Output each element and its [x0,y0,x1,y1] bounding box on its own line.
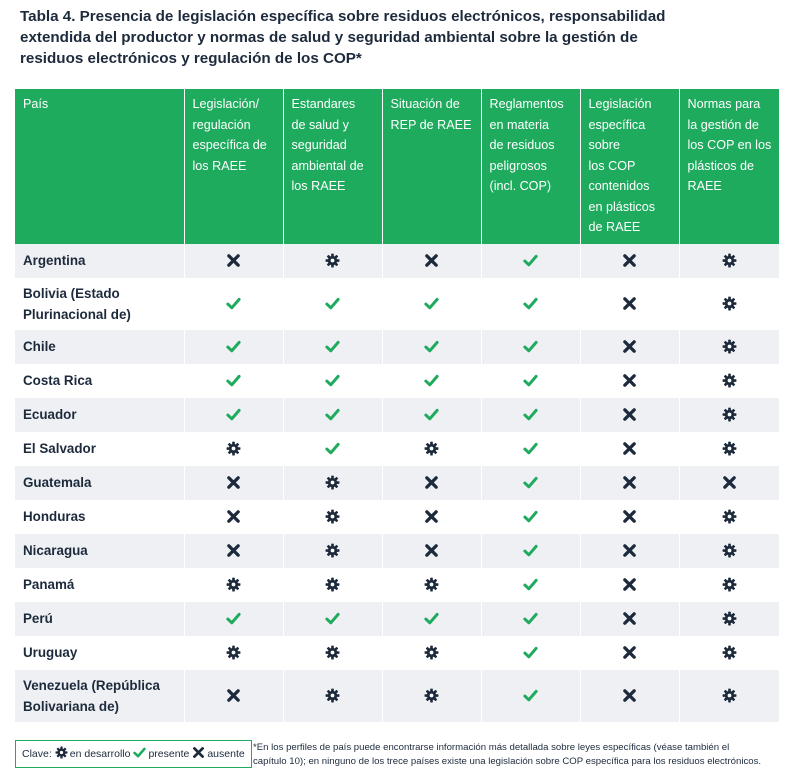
status-cell [184,568,283,602]
x-icon [622,543,637,558]
gear-icon [722,373,737,388]
status-cell [481,278,580,330]
country-name: Honduras [23,509,86,524]
footnote-line: capítulo 10); en ninguno de los trece países existe una legislación sobre COP específica para los residuos electrónicos. [253,756,762,767]
status-cell [679,244,779,278]
status-cell [481,398,580,432]
header-line: ambiental de [291,158,364,173]
country-cell [15,670,184,722]
status-cell [580,398,679,432]
header-line: RAEE [687,179,722,193]
status-cell [382,568,481,602]
gear-icon [722,645,737,660]
status-cell [184,466,283,500]
check-icon [424,296,439,311]
status-cell [580,278,679,330]
country-cell [15,466,184,500]
status-cell [283,466,382,500]
status-cell [382,398,481,432]
x-icon [622,645,637,660]
header-line: en materia [489,117,550,132]
status-cell [481,364,580,398]
country-cell [15,244,184,278]
gear-icon [424,441,439,456]
gear-icon [226,645,241,660]
table-row [15,278,779,330]
x-icon [622,296,637,311]
header-line: los COP en los [687,138,772,152]
header-line: sobre [588,138,621,152]
title-line: residuos electrónicos y regulación de los COP* [20,50,362,67]
gear-icon [325,577,340,592]
header-line: Situación de [390,97,460,111]
status-cell [580,534,679,568]
check-icon [424,611,439,626]
country-name: Argentina [23,253,86,268]
gear-icon [325,253,340,268]
title-line: extendida del productor y normas de salud y seguridad ambiental sobre la gestión de [20,29,638,46]
status-cell [481,534,580,568]
status-cell [283,568,382,602]
gear-icon [722,407,737,422]
gear-icon [424,645,439,660]
country-cell [15,500,184,534]
country-cell [15,636,184,670]
gear-icon [52,746,70,762]
table-row [15,398,779,432]
header-line: los RAEE [192,158,247,173]
check-icon [325,373,340,388]
header-line: en plásticos [588,199,656,214]
table-header [15,89,779,244]
check-icon [523,645,538,660]
gear-icon [226,577,241,592]
table-row [15,466,779,500]
gear-icon [722,509,737,524]
header-line: País [23,97,49,111]
legend-absent-label: ausente [207,748,245,760]
country-name: Uruguay [23,645,78,660]
check-icon [424,407,439,422]
table-row [15,534,779,568]
status-cell [679,636,779,670]
status-cell [580,330,679,364]
check-icon [226,339,241,354]
status-cell [679,278,779,330]
status-cell [679,500,779,534]
status-cell [382,466,481,500]
x-icon [226,688,241,703]
header-pais [15,89,184,244]
table-row [15,364,779,398]
header-line: la gestión de [687,117,759,132]
country-name: Guatemala [23,475,92,490]
status-cell [283,534,382,568]
status-cell [184,534,283,568]
legislation-table [15,89,779,722]
status-cell [580,244,679,278]
table-row [15,330,779,364]
status-cell [580,364,679,398]
table-row [15,670,779,722]
x-icon [226,475,241,490]
x-icon [722,475,737,490]
table-title [20,6,666,69]
gear-icon [722,688,737,703]
gear-icon [325,688,340,703]
status-cell [481,636,580,670]
gear-icon [722,441,737,456]
country-name: Panamá [23,577,75,592]
gear-icon [226,441,241,456]
header-col-1 [184,89,283,244]
header-line: de residuos [489,138,555,152]
status-cell [184,278,283,330]
check-icon [325,407,340,422]
gear-icon [325,645,340,660]
status-cell [679,364,779,398]
status-cell [481,330,580,364]
x-icon [226,509,241,524]
country-cell [15,568,184,602]
check-icon [226,407,241,422]
status-cell [382,330,481,364]
check-icon [424,339,439,354]
x-icon [622,441,637,456]
country-cell [15,398,184,432]
header-col-2 [283,89,382,244]
check-icon [523,543,538,558]
check-icon [523,407,538,422]
status-cell [382,500,481,534]
gear-icon [722,543,737,558]
gear-icon [325,543,340,558]
check-icon [325,296,340,311]
header-line: seguridad [291,138,347,152]
status-cell [679,466,779,500]
status-cell [283,330,382,364]
header-line: de RAEE [588,220,641,234]
x-icon [622,509,637,524]
header-line: específica [588,117,646,132]
gear-icon [424,577,439,592]
status-cell [481,670,580,722]
legend-present-label: presente [148,748,190,760]
country-cell [15,278,184,330]
status-cell [184,364,283,398]
header-col-3 [382,89,481,244]
country-name: Costa Rica [23,373,93,388]
status-cell [580,568,679,602]
header-col-6 [679,89,779,244]
check-icon [523,253,538,268]
check-icon [523,577,538,592]
check-icon [226,611,241,626]
country-name: Ecuador [23,407,77,422]
header-line: de salud y [291,117,349,132]
header-line: los RAEE [291,179,346,193]
status-cell [382,670,481,722]
header-line: Legislación/ [192,97,260,111]
gear-icon [722,339,737,354]
status-cell [382,278,481,330]
status-cell [481,466,580,500]
status-cell [382,432,481,466]
x-icon [622,475,637,490]
header-line: Reglamentos [489,97,564,111]
check-icon [523,296,538,311]
legend [15,740,252,768]
check-icon [523,688,538,703]
status-cell [184,636,283,670]
country-cell [15,534,184,568]
x-icon [424,253,439,268]
country-name: Perú [23,611,53,626]
status-cell [283,364,382,398]
footnote-line: *En los perfiles de país puede encontrarse información más detallada sobre leyes específicas (véase también el [253,742,730,753]
status-cell [679,534,779,568]
header-line: contenidos [588,179,650,193]
status-cell [481,602,580,636]
x-icon [424,509,439,524]
table-row [15,432,779,466]
status-cell [283,398,382,432]
status-cell [481,432,580,466]
status-cell [679,602,779,636]
check-icon [424,373,439,388]
country-name: Bolivia (Estado [23,285,120,301]
header-line: regulación [192,117,251,132]
x-icon [622,407,637,422]
legend-prefix: Clave: [22,748,52,760]
header-row [15,89,779,244]
country-name: Venezuela (República [23,677,160,693]
status-cell [580,432,679,466]
status-cell [679,330,779,364]
status-cell [382,534,481,568]
status-cell [382,364,481,398]
table-row [15,636,779,670]
country-cell [15,432,184,466]
check-icon [523,441,538,456]
gear-icon [722,577,737,592]
header-line: Estandares [291,97,356,111]
check-icon [523,611,538,626]
check-icon [226,296,241,311]
header-line: peligrosos [489,158,547,173]
gear-icon [325,475,340,490]
country-name: Bolivariana de) [23,698,119,714]
check-icon [523,373,538,388]
status-cell [580,636,679,670]
status-cell [382,244,481,278]
status-cell [184,602,283,636]
header-col-4 [481,89,580,244]
header-line: Normas para [687,97,761,111]
header-line: (incl. COP) [489,179,552,193]
check-icon [325,611,340,626]
status-cell [481,500,580,534]
status-cell [283,432,382,466]
country-name: Plurinacional de) [23,306,131,322]
gear-icon [424,688,439,703]
status-cell [184,670,283,722]
status-cell [679,568,779,602]
gear-icon [722,611,737,626]
country-cell [15,330,184,364]
status-cell [184,244,283,278]
check-icon [523,509,538,524]
header-line: específica de [192,138,267,152]
x-icon [622,253,637,268]
status-cell [382,602,481,636]
country-cell [15,602,184,636]
status-cell [283,670,382,722]
header-line: los COP [588,158,636,173]
status-cell [184,330,283,364]
check-icon [325,339,340,354]
x-icon [424,543,439,558]
gear-icon [722,253,737,268]
status-cell [283,636,382,670]
header-col-5 [580,89,679,244]
status-cell [184,432,283,466]
x-icon [424,475,439,490]
status-cell [580,602,679,636]
table-row [15,568,779,602]
status-cell [580,466,679,500]
x-icon [226,253,241,268]
x-icon [622,611,637,626]
status-cell [679,670,779,722]
check-icon [325,441,340,456]
status-cell [679,432,779,466]
header-line: REP de RAEE [390,117,472,132]
table-body [15,244,779,722]
footnote [253,741,788,769]
country-name: Nicaragua [23,543,88,558]
header-line: Legislación [588,97,652,111]
check-icon [226,373,241,388]
status-cell [184,500,283,534]
status-cell [283,602,382,636]
table-row [15,244,779,278]
status-cell [580,500,679,534]
country-name: Chile [23,339,56,354]
x-icon [622,339,637,354]
country-cell [15,364,184,398]
check-icon [130,746,148,762]
status-cell [283,500,382,534]
status-cell [283,278,382,330]
status-cell [382,636,481,670]
check-icon [523,339,538,354]
status-cell [184,398,283,432]
legend-dev-label: en desarrollo [69,748,131,760]
status-cell [679,398,779,432]
status-cell [481,568,580,602]
table-row [15,602,779,636]
x-icon [226,543,241,558]
country-name: El Salvador [23,441,96,456]
gear-icon [325,509,340,524]
x-icon [622,688,637,703]
header-line: plásticos de [687,158,755,173]
gear-icon [722,296,737,311]
status-cell [481,244,580,278]
x-icon [189,746,207,762]
check-icon [523,475,538,490]
status-cell [580,670,679,722]
table-row [15,500,779,534]
x-icon [622,577,637,592]
x-icon [622,373,637,388]
status-cell [283,244,382,278]
title-line: Tabla 4. Presencia de legislación específica sobre residuos electrónicos, responsabilidad [20,8,666,25]
